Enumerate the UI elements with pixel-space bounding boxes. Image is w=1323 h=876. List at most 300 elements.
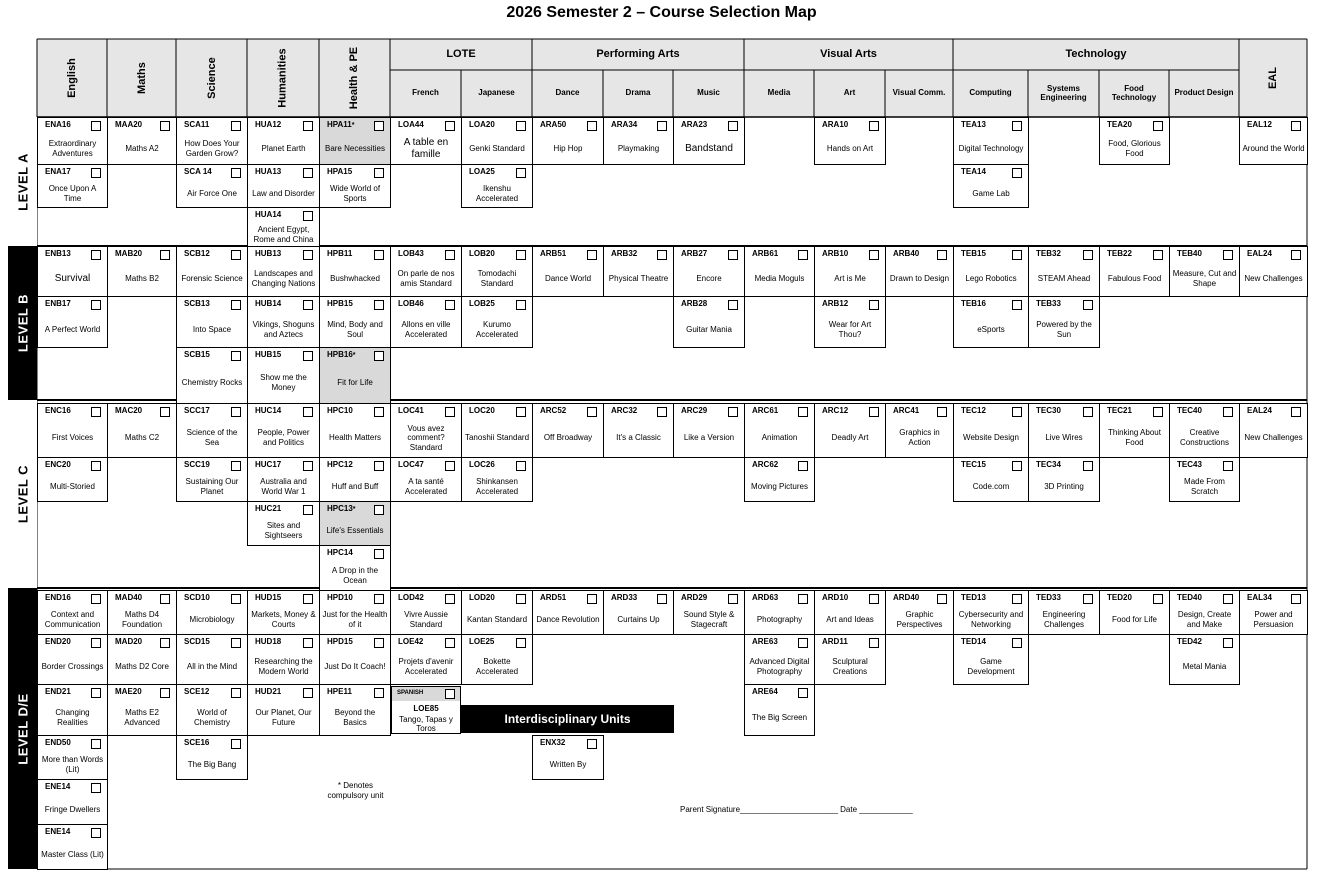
- course-checkbox[interactable]: [445, 594, 455, 604]
- course-checkbox[interactable]: [374, 549, 384, 559]
- course-card[interactable]: [461, 164, 533, 208]
- course-card[interactable]: [37, 457, 108, 502]
- course-card[interactable]: [814, 246, 886, 297]
- course-card[interactable]: [390, 296, 462, 348]
- course-card[interactable]: [176, 684, 248, 736]
- course-code: [469, 120, 495, 129]
- course-card[interactable]: [247, 164, 320, 208]
- course-checkbox[interactable]: [231, 688, 241, 698]
- course-card[interactable]: [461, 634, 533, 685]
- course-checkbox[interactable]: [1012, 250, 1022, 260]
- course-name: Show me the Money: [260, 373, 307, 392]
- course-checkbox[interactable]: [937, 407, 947, 417]
- course-code-text: SCB15: [184, 350, 210, 359]
- course-checkbox[interactable]: [303, 505, 313, 515]
- course-checkbox[interactable]: [231, 638, 241, 648]
- course-card[interactable]: [37, 164, 108, 208]
- course-card[interactable]: [176, 164, 248, 208]
- course-card[interactable]: [1099, 117, 1170, 165]
- column-header-label: Visual Comm.: [892, 88, 946, 98]
- course-checkbox[interactable]: [869, 407, 879, 417]
- course-card[interactable]: [814, 634, 886, 685]
- level-label-level-b: [8, 246, 37, 400]
- course-checkbox[interactable]: [798, 250, 808, 260]
- course-name: Fit for Life: [337, 378, 373, 388]
- course-card-spanish[interactable]: [391, 686, 461, 734]
- course-name: Bokette Accelerated: [475, 657, 519, 676]
- course-card[interactable]: [603, 246, 674, 297]
- course-card[interactable]: [107, 246, 177, 297]
- course-name: Powered by the Sun: [1036, 319, 1092, 339]
- course-checkbox[interactable]: [1223, 461, 1233, 471]
- course-checkbox[interactable]: [91, 407, 101, 417]
- course-card[interactable]: [247, 296, 320, 348]
- course-checkbox[interactable]: [869, 250, 879, 260]
- course-code-text: ARA23: [681, 120, 708, 129]
- course-checkbox[interactable]: [657, 407, 667, 417]
- course-checkbox[interactable]: [374, 300, 384, 310]
- course-card[interactable]: [107, 117, 177, 165]
- course-checkbox[interactable]: [516, 638, 526, 648]
- course-checkbox[interactable]: [374, 688, 384, 698]
- course-card[interactable]: [176, 117, 248, 165]
- course-card[interactable]: [319, 296, 391, 348]
- course-checkbox[interactable]: [231, 168, 241, 178]
- course-checkbox[interactable]: [1012, 461, 1022, 471]
- course-card[interactable]: [107, 634, 177, 685]
- course-card[interactable]: [37, 296, 108, 348]
- course-checkbox[interactable]: [1291, 121, 1301, 131]
- course-card[interactable]: [1099, 403, 1170, 458]
- course-code-text: ARB61: [752, 249, 779, 258]
- course-code-text: MAA20: [115, 120, 143, 129]
- course-checkbox[interactable]: [160, 250, 170, 260]
- course-checkbox[interactable]: [587, 739, 597, 749]
- course-code-text: EAL12: [1247, 120, 1272, 129]
- course-card[interactable]: [1239, 590, 1308, 635]
- course-card[interactable]: [176, 403, 248, 458]
- course-checkbox[interactable]: [303, 351, 313, 361]
- course-checkbox[interactable]: [798, 461, 808, 471]
- course-checkbox[interactable]: [231, 250, 241, 260]
- course-checkbox[interactable]: [231, 300, 241, 310]
- course-card[interactable]: [390, 590, 462, 635]
- course-card[interactable]: [176, 590, 248, 635]
- course-checkbox[interactable]: [91, 688, 101, 698]
- course-checkbox[interactable]: [231, 351, 241, 361]
- course-checkbox[interactable]: [798, 688, 808, 698]
- course-card[interactable]: [744, 634, 815, 685]
- course-card[interactable]: [953, 117, 1029, 165]
- course-card[interactable]: [744, 684, 815, 736]
- course-card[interactable]: [885, 590, 954, 635]
- course-card[interactable]: [37, 779, 108, 825]
- course-checkbox[interactable]: [798, 638, 808, 648]
- course-card[interactable]: [603, 403, 674, 458]
- course-card[interactable]: [953, 296, 1029, 348]
- column-header-label: EAL: [1266, 67, 1279, 89]
- course-code: [469, 593, 495, 602]
- course-card[interactable]: [107, 590, 177, 635]
- course-card[interactable]: [1239, 246, 1308, 297]
- course-card[interactable]: [744, 246, 815, 297]
- course-checkbox[interactable]: [1083, 461, 1093, 471]
- course-card[interactable]: [814, 117, 886, 165]
- course-name: Extraordinary Adventures: [48, 138, 97, 158]
- course-checkbox[interactable]: [160, 121, 170, 131]
- course-card[interactable]: [532, 117, 604, 165]
- course-card[interactable]: [319, 347, 391, 404]
- course-checkbox[interactable]: [374, 461, 384, 471]
- course-checkbox[interactable]: [516, 168, 526, 178]
- course-card[interactable]: [319, 246, 391, 297]
- course-name: 3D Printing: [1044, 482, 1084, 492]
- course-checkbox[interactable]: [374, 638, 384, 648]
- course-card[interactable]: [319, 164, 391, 208]
- course-checkbox[interactable]: [160, 407, 170, 417]
- course-code-text: MAD40: [115, 593, 143, 602]
- course-card[interactable]: [814, 403, 886, 458]
- course-checkbox[interactable]: [1012, 121, 1022, 131]
- course-card[interactable]: [953, 457, 1029, 502]
- course-checkbox[interactable]: [1223, 638, 1233, 648]
- course-name: Photography: [756, 615, 803, 625]
- course-checkbox[interactable]: [374, 121, 384, 131]
- course-card[interactable]: [247, 403, 320, 458]
- course-checkbox[interactable]: [374, 168, 384, 178]
- course-code-text: ARE63: [752, 637, 778, 646]
- course-checkbox[interactable]: [303, 250, 313, 260]
- course-checkbox[interactable]: [587, 121, 597, 131]
- course-checkbox[interactable]: [303, 594, 313, 604]
- course-card[interactable]: [953, 634, 1029, 685]
- course-card[interactable]: [1169, 403, 1240, 458]
- course-checkbox[interactable]: [374, 250, 384, 260]
- course-code-text: LOD42: [398, 593, 424, 602]
- course-card[interactable]: [744, 403, 815, 458]
- course-card[interactable]: [673, 590, 745, 635]
- course-card[interactable]: [744, 590, 815, 635]
- course-checkbox[interactable]: [1012, 638, 1022, 648]
- course-checkbox[interactable]: [374, 351, 384, 361]
- course-checkbox[interactable]: [231, 461, 241, 471]
- course-name: Moving Pictures: [751, 482, 808, 492]
- course-card[interactable]: [1028, 457, 1100, 502]
- course-card[interactable]: [953, 164, 1029, 208]
- course-code: [1247, 249, 1272, 258]
- course-checkbox[interactable]: [231, 121, 241, 131]
- course-code-text: ARB40: [893, 249, 920, 258]
- course-name: Curtains Up: [617, 615, 660, 625]
- course-checkbox[interactable]: [869, 594, 879, 604]
- course-checkbox[interactable]: [728, 300, 738, 310]
- course-card[interactable]: [176, 457, 248, 502]
- course-code: [469, 167, 495, 176]
- course-checkbox[interactable]: [587, 594, 597, 604]
- course-checkbox[interactable]: [1291, 594, 1301, 604]
- course-card[interactable]: [461, 117, 533, 165]
- course-checkbox[interactable]: [798, 407, 808, 417]
- course-name: Dance Revolution: [536, 615, 600, 625]
- course-name: Maths B2: [125, 274, 159, 284]
- course-checkbox[interactable]: [657, 594, 667, 604]
- course-card[interactable]: [885, 403, 954, 458]
- course-name: Microbiology: [189, 615, 235, 625]
- course-card[interactable]: [532, 403, 604, 458]
- course-card[interactable]: [37, 403, 108, 458]
- course-checkbox[interactable]: [231, 739, 241, 749]
- course-checkbox[interactable]: [937, 594, 947, 604]
- course-card[interactable]: [107, 403, 177, 458]
- course-card[interactable]: [673, 403, 745, 458]
- course-checkbox[interactable]: [303, 688, 313, 698]
- course-card[interactable]: [1099, 590, 1170, 635]
- course-checkbox[interactable]: [374, 505, 384, 515]
- course-checkbox[interactable]: [1083, 300, 1093, 310]
- course-checkbox[interactable]: [91, 594, 101, 604]
- course-card[interactable]: [461, 246, 533, 297]
- course-name: Fabulous Food: [1107, 274, 1162, 284]
- course-card[interactable]: [247, 117, 320, 165]
- course-checkbox[interactable]: [91, 461, 101, 471]
- course-checkbox[interactable]: [374, 407, 384, 417]
- course-checkbox[interactable]: [657, 121, 667, 131]
- course-card[interactable]: [390, 634, 462, 685]
- course-card[interactable]: [673, 296, 745, 348]
- course-code-text: TEC12: [961, 406, 986, 415]
- course-card[interactable]: [247, 457, 320, 502]
- course-checkbox[interactable]: [1291, 250, 1301, 260]
- course-checkbox[interactable]: [1223, 594, 1233, 604]
- course-card[interactable]: [1028, 590, 1100, 635]
- course-checkbox[interactable]: [91, 121, 101, 131]
- course-card[interactable]: [37, 824, 108, 870]
- course-card[interactable]: [532, 590, 604, 635]
- course-checkbox[interactable]: [303, 211, 313, 221]
- course-card[interactable]: [37, 684, 108, 736]
- course-card[interactable]: [319, 117, 391, 165]
- course-checkbox[interactable]: [91, 638, 101, 648]
- course-card[interactable]: [1099, 246, 1170, 297]
- course-code-text: HUB14: [255, 299, 282, 308]
- course-checkbox[interactable]: [728, 250, 738, 260]
- course-checkbox[interactable]: [1012, 407, 1022, 417]
- course-card[interactable]: [953, 590, 1029, 635]
- course-code-text: HUD15: [255, 593, 282, 602]
- course-checkbox[interactable]: [937, 250, 947, 260]
- course-checkbox[interactable]: [303, 300, 313, 310]
- column-header-label: Dance: [555, 88, 580, 98]
- course-checkbox[interactable]: [1012, 168, 1022, 178]
- course-checkbox[interactable]: [1223, 250, 1233, 260]
- course-card[interactable]: [1028, 296, 1100, 348]
- course-card[interactable]: [532, 246, 604, 297]
- course-card[interactable]: [673, 117, 745, 165]
- course-card[interactable]: [247, 501, 320, 546]
- course-card[interactable]: [461, 296, 533, 348]
- course-card[interactable]: [37, 246, 108, 297]
- course-checkbox[interactable]: [91, 300, 101, 310]
- course-checkbox[interactable]: [445, 250, 455, 260]
- course-card[interactable]: [532, 735, 604, 780]
- course-card[interactable]: [744, 457, 815, 502]
- course-name: Context and Communication: [44, 610, 101, 629]
- course-checkbox[interactable]: [587, 250, 597, 260]
- course-checkbox[interactable]: [1012, 300, 1022, 310]
- course-card[interactable]: [673, 246, 745, 297]
- course-checkbox[interactable]: [869, 121, 879, 131]
- course-code: [1177, 406, 1202, 415]
- course-checkbox[interactable]: [303, 638, 313, 648]
- course-card[interactable]: [319, 403, 391, 458]
- course-checkbox[interactable]: [1153, 250, 1163, 260]
- course-card[interactable]: [176, 347, 248, 404]
- course-name: Vous avez comment? Standard: [407, 423, 445, 452]
- course-checkbox[interactable]: [516, 461, 526, 471]
- course-card[interactable]: [319, 634, 391, 685]
- course-card[interactable]: [247, 347, 320, 404]
- course-card[interactable]: [390, 246, 462, 297]
- course-checkbox[interactable]: [231, 407, 241, 417]
- course-checkbox[interactable]: [516, 407, 526, 417]
- course-card[interactable]: [390, 117, 462, 165]
- course-code: [45, 782, 70, 791]
- course-card[interactable]: [247, 246, 320, 297]
- course-card[interactable]: [603, 590, 674, 635]
- course-checkbox[interactable]: [445, 407, 455, 417]
- course-card[interactable]: [1169, 457, 1240, 502]
- course-checkbox[interactable]: [869, 638, 879, 648]
- course-checkbox[interactable]: [869, 300, 879, 310]
- course-card[interactable]: [37, 634, 108, 685]
- course-code: [822, 120, 848, 129]
- course-checkbox[interactable]: [303, 168, 313, 178]
- course-checkbox[interactable]: [657, 250, 667, 260]
- course-checkbox[interactable]: [728, 121, 738, 131]
- course-card[interactable]: [319, 501, 391, 546]
- course-card[interactable]: [37, 735, 108, 780]
- course-card[interactable]: [37, 117, 108, 165]
- course-checkbox[interactable]: [91, 783, 101, 793]
- course-checkbox[interactable]: [1012, 594, 1022, 604]
- course-card[interactable]: [247, 590, 320, 635]
- course-checkbox[interactable]: [91, 828, 101, 838]
- course-card[interactable]: [885, 246, 954, 297]
- course-card[interactable]: [247, 634, 320, 685]
- course-card[interactable]: [461, 590, 533, 635]
- course-card[interactable]: [461, 403, 533, 458]
- course-card[interactable]: [1169, 634, 1240, 685]
- course-code-text: EAL34: [1247, 593, 1272, 602]
- course-code-text: SCB13: [184, 299, 210, 308]
- course-checkbox[interactable]: [445, 461, 455, 471]
- course-card[interactable]: [319, 684, 391, 736]
- course-checkbox[interactable]: [303, 407, 313, 417]
- course-checkbox[interactable]: [1083, 250, 1093, 260]
- course-card[interactable]: [247, 684, 320, 736]
- course-card[interactable]: [247, 207, 320, 247]
- course-checkbox[interactable]: [1153, 407, 1163, 417]
- course-card[interactable]: [1169, 246, 1240, 297]
- course-card[interactable]: [319, 590, 391, 635]
- course-checkbox[interactable]: [374, 594, 384, 604]
- course-card[interactable]: [461, 457, 533, 502]
- course-card[interactable]: [814, 590, 886, 635]
- course-checkbox[interactable]: [303, 461, 313, 471]
- course-checkbox[interactable]: [728, 594, 738, 604]
- course-checkbox[interactable]: [1223, 407, 1233, 417]
- course-checkbox[interactable]: [728, 407, 738, 417]
- course-card[interactable]: [1028, 403, 1100, 458]
- course-card[interactable]: [953, 246, 1029, 297]
- course-card[interactable]: [1239, 403, 1308, 458]
- course-name: Off Broadway: [543, 433, 593, 443]
- spanish-course-name: Tango, Tapas y Toros: [399, 715, 453, 734]
- course-code: [184, 350, 210, 359]
- course-checkbox[interactable]: [516, 250, 526, 260]
- course-checkbox[interactable]: [445, 121, 455, 131]
- course-code: [327, 504, 356, 513]
- course-card[interactable]: [603, 117, 674, 165]
- course-checkbox[interactable]: [91, 168, 101, 178]
- course-checkbox[interactable]: [445, 638, 455, 648]
- course-card[interactable]: [390, 457, 462, 502]
- course-card[interactable]: [1169, 590, 1240, 635]
- course-checkbox[interactable]: [303, 121, 313, 131]
- course-checkbox[interactable]: [91, 739, 101, 749]
- course-card[interactable]: [953, 403, 1029, 458]
- course-checkbox[interactable]: [1153, 594, 1163, 604]
- course-checkbox[interactable]: [587, 407, 597, 417]
- course-code: [255, 687, 281, 696]
- course-checkbox[interactable]: [160, 638, 170, 648]
- course-code-text: ENX32: [540, 738, 566, 747]
- course-checkbox[interactable]: [516, 300, 526, 310]
- course-card[interactable]: [176, 634, 248, 685]
- course-checkbox[interactable]: [160, 594, 170, 604]
- course-checkbox[interactable]: [516, 121, 526, 131]
- course-card[interactable]: [37, 590, 108, 635]
- course-code-text: ARC62: [752, 460, 779, 469]
- course-checkbox[interactable]: [1083, 407, 1093, 417]
- course-checkbox[interactable]: [231, 594, 241, 604]
- course-card[interactable]: [176, 246, 248, 297]
- course-code-text: ARD40: [893, 593, 920, 602]
- course-card[interactable]: [390, 403, 462, 458]
- course-card[interactable]: [1028, 246, 1100, 297]
- course-checkbox[interactable]: [160, 688, 170, 698]
- course-name: Tomodachi Standard: [477, 269, 517, 288]
- course-code-text: LOA44: [398, 120, 424, 129]
- course-card[interactable]: [319, 545, 391, 591]
- course-checkbox[interactable]: [798, 594, 808, 604]
- course-checkbox[interactable]: [91, 250, 101, 260]
- course-card[interactable]: [1239, 117, 1308, 165]
- course-code-text: SCC17: [184, 406, 210, 415]
- course-card[interactable]: [176, 296, 248, 348]
- course-checkbox[interactable]: [516, 594, 526, 604]
- course-card[interactable]: [176, 735, 248, 780]
- course-checkbox[interactable]: [445, 300, 455, 310]
- course-card[interactable]: [107, 684, 177, 736]
- course-checkbox[interactable]: [1153, 121, 1163, 131]
- course-card[interactable]: [814, 296, 886, 348]
- course-checkbox[interactable]: [1083, 594, 1093, 604]
- course-code-text: END50: [45, 738, 71, 747]
- course-checkbox[interactable]: [445, 689, 455, 699]
- course-checkbox[interactable]: [1291, 407, 1301, 417]
- course-card[interactable]: [319, 457, 391, 502]
